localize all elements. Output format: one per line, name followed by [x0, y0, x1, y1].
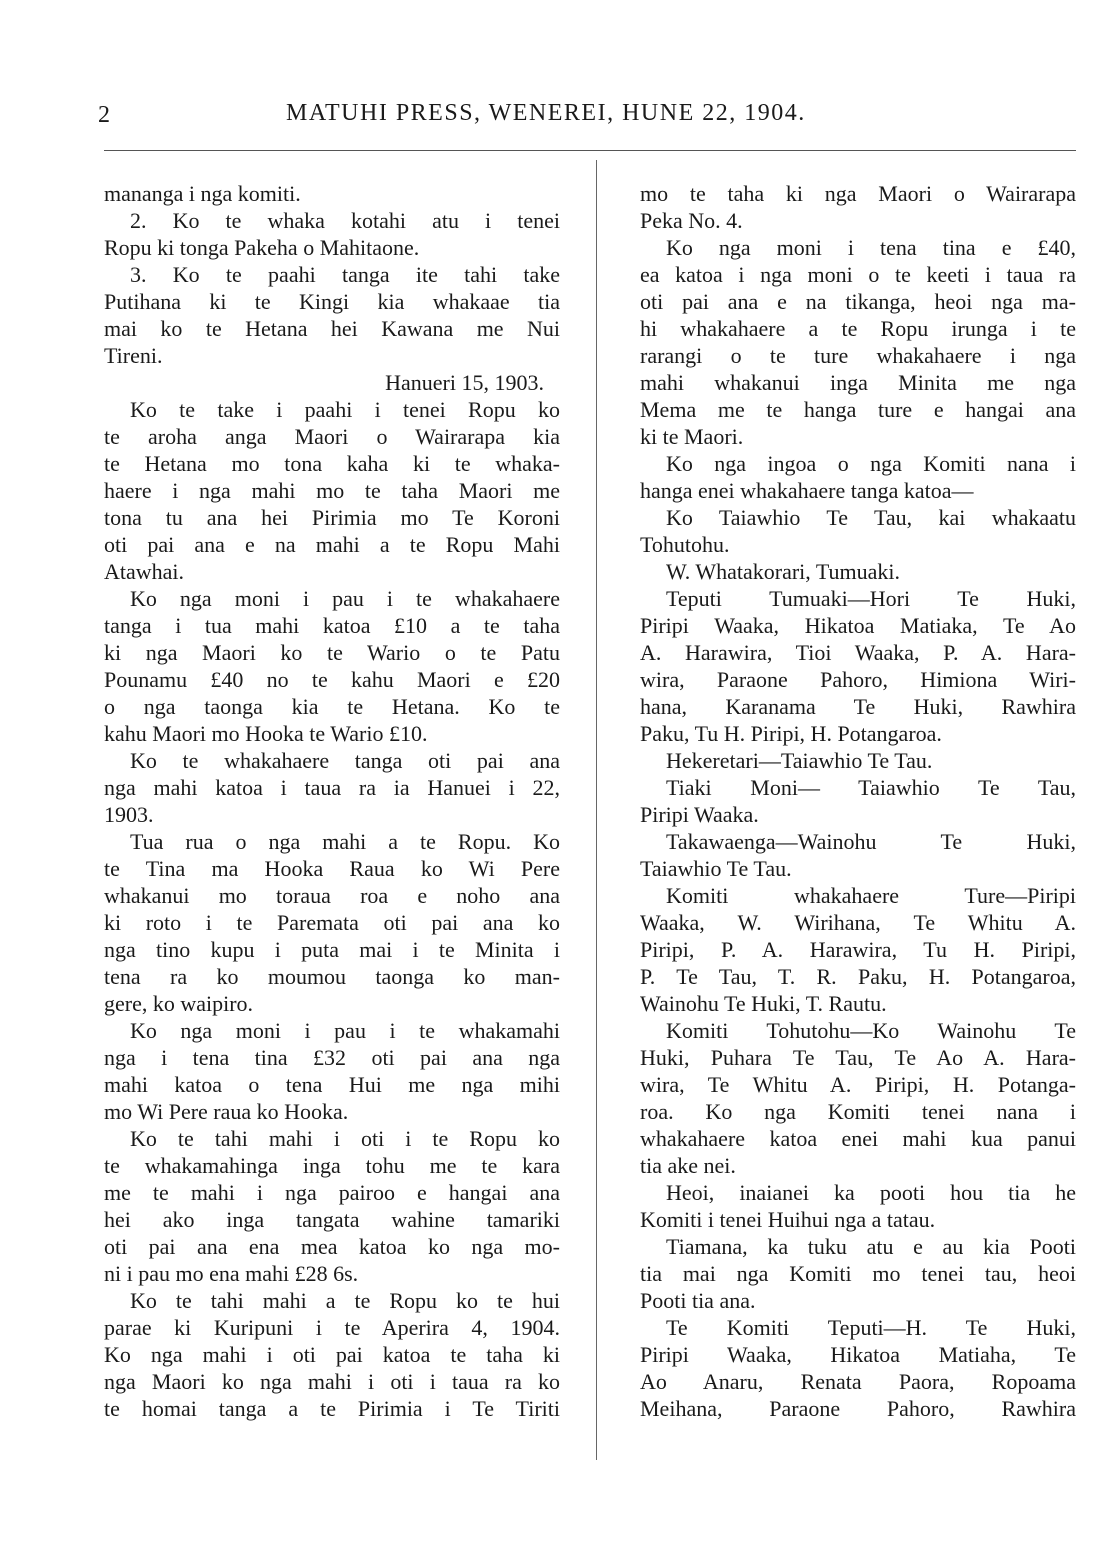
text-line: tena ra ko moumou taonga ko man- — [104, 964, 560, 989]
text-line: te homai tanga a te Pirimia i Te Tiriti — [104, 1396, 560, 1421]
text-line: Meihana, Paraone Pahoro, Rawhira — [640, 1396, 1076, 1421]
text-line: Putihana ki te Kingi kia whakaae tia — [104, 289, 560, 314]
text-line: hi whakahaere a te Ropu irunga i te — [640, 316, 1076, 341]
text-line: Pounamu £40 no te kahu Maori e £20 — [104, 667, 560, 692]
text-line: hana, Karanama Te Huki, Rawhira — [640, 694, 1076, 719]
page-header — [96, 98, 1076, 138]
text-line: Ko te take i paahi i tenei Ropu ko — [130, 397, 560, 422]
text-line: wira, Paraone Pahoro, Himiona Wiri- — [640, 667, 1076, 692]
text-line: mo te taha ki nga Maori o Wairarapa — [640, 181, 1076, 206]
text-line: kahu Maori mo Hooka te Wario £10. — [104, 721, 428, 746]
text-line: hanga enei whakahaere tanga katoa— — [640, 478, 974, 503]
text-line: Komiti i tenei Huihui nga a tatau. — [640, 1207, 936, 1232]
text-line: mananga i nga komiti. — [104, 181, 301, 206]
header-rule — [104, 150, 1076, 151]
text-line: A. Harawira, Tioi Waaka, P. A. Hara- — [640, 640, 1076, 665]
text-line: Te Komiti Teputi—H. Te Huki, — [666, 1315, 1076, 1340]
text-line: Ko te tahi mahi a te Ropu ko te hui — [130, 1288, 560, 1313]
text-line: Piripi, P. A. Harawira, Tu H. Piripi, — [640, 937, 1076, 962]
text-line: Ko nga ingoa o nga Komiti nana i — [666, 451, 1076, 476]
text-line: Tireni. — [104, 343, 163, 368]
text-line: 1903. — [104, 802, 154, 827]
text-line: Takawaenga—Wainohu Te Huki, — [666, 829, 1076, 854]
text-line: ea katoa i nga moni o te keeti i taua ra — [640, 262, 1076, 287]
text-line: te whakamahinga inga tohu me te kara — [104, 1153, 560, 1178]
text-line: Waaka, W. Wirihana, Te Whitu A. — [640, 910, 1076, 935]
text-line: oti pai ana e na mahi a te Ropu Mahi — [104, 532, 560, 557]
right-column — [640, 180, 1076, 1422]
text-line: Piripi Waaka, Hikatoa Matiaha, Te — [640, 1342, 1076, 1367]
text-line: whakahaere katoa enei mahi kua panui — [640, 1126, 1076, 1151]
text-line: mai ko te Hetana hei Kawana me Nui — [104, 316, 560, 341]
text-line: 2. Ko te whaka kotahi atu i tenei — [130, 208, 560, 233]
column-divider — [596, 160, 597, 1460]
text-line: whakanui mo toraua roa e noho ana — [104, 883, 560, 908]
text-line: Komiti whakahaere Ture—Piripi — [666, 883, 1076, 908]
text-line: Ko nga moni i pau i te whakamahi — [130, 1018, 560, 1043]
text-line: tanga i tua mahi katoa £10 a te taha — [104, 613, 560, 638]
text-line: Paku, Tu H. Piripi, H. Potangaroa. — [640, 721, 942, 746]
text-line: Mema me te hanga ture e hangai ana — [640, 397, 1076, 422]
text-line: ki te Maori. — [640, 424, 744, 449]
text-line: Ko nga moni i tena tina e £40, — [666, 235, 1076, 260]
text-line: Peka No. 4. — [640, 208, 743, 233]
text-line: nga Maori ko nga mahi i oti i taua ra ko — [104, 1369, 560, 1394]
text-line: me te mahi i nga pairoo e hangai ana — [104, 1180, 560, 1205]
text-line: mahi whakanui inga Minita me nga — [640, 370, 1076, 395]
page-number: 2 — [98, 102, 110, 128]
text-line: Pooti tia ana. — [640, 1288, 756, 1313]
text-line: P. Te Tau, T. R. Paku, H. Potangaroa, — [640, 964, 1076, 989]
text-line: Piripi Waaka, Hikatoa Matiaka, Te Ao — [640, 613, 1076, 638]
text-line: o nga taonga kia te Hetana. Ko te — [104, 694, 560, 719]
text-line: tia mai nga Komiti mo tenei tau, heoi — [640, 1261, 1076, 1286]
text-line: Piripi Waaka. — [640, 802, 759, 827]
text-line: Tua rua o nga mahi a te Ropu. Ko — [130, 829, 560, 854]
text-line: mo Wi Pere raua ko Hooka. — [104, 1099, 349, 1124]
text-line: roa. Ko nga Komiti tenei nana i — [640, 1099, 1076, 1124]
text-line: tia ake nei. — [640, 1153, 736, 1178]
text-line: tona tu ana hei Pirimia mo Te Koroni — [104, 505, 560, 530]
text-line: gere, ko waipiro. — [104, 991, 254, 1016]
text-line: Taiawhio Te Tau. — [640, 856, 792, 881]
text-line: ni i pau mo ena mahi £28 6s. — [104, 1261, 359, 1286]
text-line: oti pai ana ena mea katoa ko nga mo- — [104, 1234, 560, 1259]
text-line: oti pai ana e na tikanga, heoi nga ma- — [640, 289, 1076, 314]
text-line: te aroha anga Maori o Wairarapa kia — [104, 424, 560, 449]
text-line: Ko nga moni i pau i te whakahaere — [130, 586, 560, 611]
text-line: Tohutohu. — [640, 532, 730, 557]
text-line: ki nga Maori ko te Wario o te Patu — [104, 640, 560, 665]
text-line: Tiamana, ka tuku atu e au kia Pooti — [666, 1234, 1076, 1259]
text-line: nga i tena tina £32 oti pai ana nga — [104, 1045, 560, 1070]
text-line: te Hetana mo tona kaha ki te whaka- — [104, 451, 560, 476]
text-line: haere i nga mahi mo te taha Maori me — [104, 478, 560, 503]
text-line: mahi katoa o tena Hui me nga mihi — [104, 1072, 560, 1097]
text-line: Ao Anaru, Renata Paora, Ropoama — [640, 1369, 1076, 1394]
text-line: nga tino kupu i puta mai i te Minita i — [104, 937, 560, 962]
text-line: Ropu ki tonga Pakeha o Mahitaone. — [104, 235, 420, 260]
text-line: wira, Te Whitu A. Piripi, H. Potanga- — [640, 1072, 1076, 1097]
text-line: Hekeretari—Taiawhio Te Tau. — [666, 748, 933, 773]
text-line: nga mahi katoa i taua ra ia Hanuei i 22, — [104, 775, 560, 800]
text-line: W. Whatakorari, Tumuaki. — [666, 559, 901, 584]
text-line: parae ki Kuripuni i te Aperira 4, 1904. — [104, 1315, 560, 1340]
text-line: rarangi o te ture whakahaere i nga — [640, 343, 1076, 368]
text-line: Tiaki Moni— Taiawhio Te Tau, — [666, 775, 1076, 800]
text-line: Huki, Puhara Te Tau, Te Ao A. Hara- — [640, 1045, 1076, 1070]
text-line: te Tina ma Hooka Raua ko Wi Pere — [104, 856, 560, 881]
text-line: Komiti Tohutohu—Ko Wainohu Te — [666, 1018, 1076, 1043]
text-line: Teputi Tumuaki—Hori Te Huki, — [666, 586, 1076, 611]
text-line: ki roto i te Paremata oti pai ana ko — [104, 910, 560, 935]
text-line: Atawhai. — [104, 559, 185, 584]
text-line: Ko Taiawhio Te Tau, kai whakaatu — [666, 505, 1076, 530]
left-column — [104, 180, 560, 1422]
text-line: Ko te whakahaere tanga oti pai ana — [130, 748, 560, 773]
text-line: 3. Ko te paahi tanga ite tahi take — [130, 262, 560, 287]
text-line: Ko nga mahi i oti pai katoa te taha ki — [104, 1342, 560, 1367]
text-line: hei ako inga tangata wahine tamariki — [104, 1207, 560, 1232]
text-line: Wainohu Te Huki, T. Rautu. — [640, 991, 887, 1016]
running-head: MATUHI PRESS, WENEREI, HUNE 22, 1904. — [286, 100, 806, 126]
text-line: Ko te tahi mahi i oti i te Ropu ko — [130, 1126, 560, 1151]
text-line: Heoi, inaianei ka pooti hou tia he — [666, 1180, 1076, 1205]
text-line: Hanueri 15, 1903. — [385, 370, 544, 395]
